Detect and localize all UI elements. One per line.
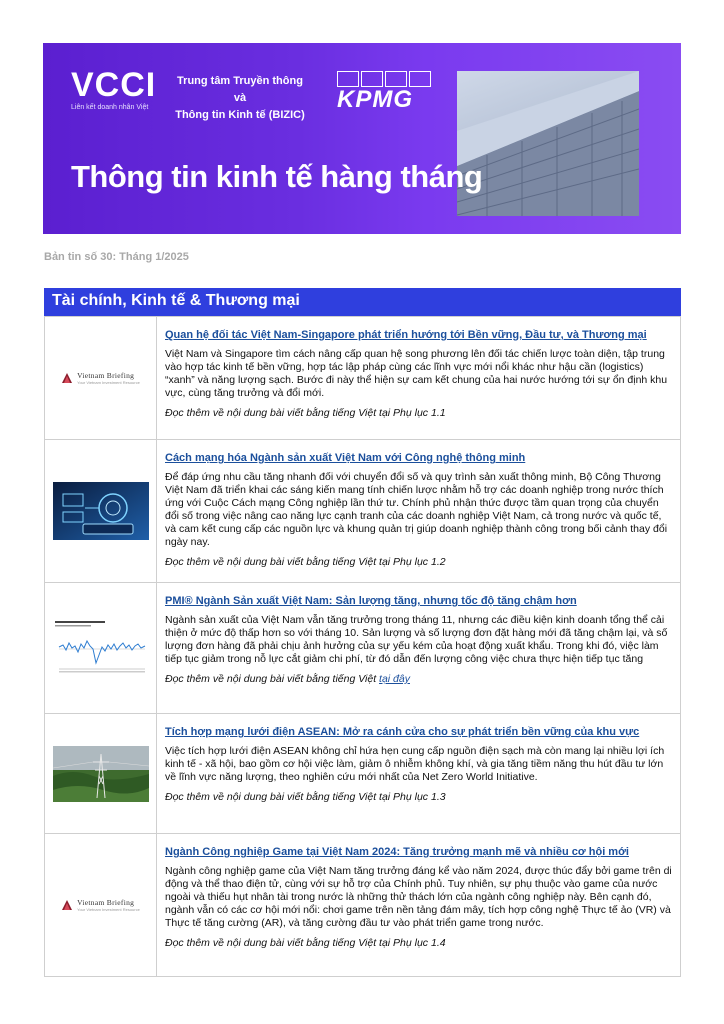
read-more: Đọc thêm về nội dung bài viết bằng tiếng Việt tại Phụ lục 1.3 (165, 791, 446, 803)
bizic-line-1: Trung tâm Truyền thông và (177, 75, 303, 104)
article-table (44, 316, 681, 977)
issue-label: Bản tin số 30: Tháng 1/2025 (44, 251, 189, 263)
pmi-line-chart-image (53, 619, 149, 677)
power-grid-thumbnail (45, 714, 157, 833)
article-row (45, 316, 680, 439)
power-tower-image (53, 746, 149, 802)
read-more: Đọc thêm về nội dung bài viết bằng tiếng Việt tại đây (165, 673, 410, 685)
read-more: Đọc thêm về nội dung bài viết bằng tiếng Việt tại Phụ lục 1.1 (165, 407, 446, 419)
building-image (457, 71, 639, 216)
vietnam-briefing-icon (61, 372, 73, 384)
article-title-link[interactable]: Tích hợp mạng lưới điện ASEAN: Mở ra cánh cửa cho sự phát triển bền vững của khu vực (165, 726, 640, 738)
banner-title: Thông tin kinh tế hàng tháng (71, 159, 483, 194)
read-more: Đọc thêm về nội dung bài viết bằng tiếng Việt tại Phụ lục 1.4 (165, 937, 446, 949)
article-body: Việt Nam và Singapore tìm cách nâng cấp quan hệ song phương lên đối tác chiến lược toàn diện, tập trung vào hợp tác kinh tế bền vững, hợp tác lập pháp cùng các lĩnh vực mới nổi khác như hậu cần (logistics) “xanh” và năng lượng sạch. Bước đi này thể hiện sự cam kết chung của hai nước hướng tới sự ổn định khu vực, cùng tăng trưởng và đổi mới. (165, 348, 668, 399)
vcci-logo-text: VCCI (71, 66, 157, 104)
article-title-link[interactable]: Cách mạng hóa Ngành sản xuất Việt Nam với Công nghệ thông minh (165, 452, 526, 464)
vietnam-briefing-logo: Vietnam Briefing Your Vietnam Investment Resource (45, 317, 157, 439)
article-row (45, 713, 680, 833)
vcci-logo (71, 67, 156, 111)
article-row (45, 582, 680, 713)
read-more-link[interactable]: tại đây (379, 673, 410, 685)
kpmg-squares-icon (337, 71, 435, 87)
pmi-chart-thumbnail (45, 583, 157, 713)
bizic-label (175, 73, 305, 124)
article-body: Việc tích hợp lưới điện ASEAN không chỉ hứa hẹn cung cấp nguồn điện sạch mà còn mang lại nhiều lợi ích kinh tế - xã hội, bao gồm cơ hội việc làm, giảm ô nhiễm không khí, và gia tăng tiềm năng thu hút đầu tư lớn về lĩnh vực năng lượng, theo nghiên cứu mới nhất của Net Zero World Initiative. (165, 745, 665, 783)
article-title-link[interactable]: Quan hệ đối tác Việt Nam-Singapore phát triển hướng tới Bền vững, Đầu tư, và Thương mại (165, 329, 647, 341)
article-body: Ngành sản xuất của Việt Nam vẫn tăng trưởng trong tháng 11, nhưng các điều kiện kinh doanh tổng thể cải thiện ở mức độ thấp hơn so với tháng 10. Sản lượng và số lượng đơn đặt hàng mới đã tăng chậm lại, và số lượng đơn hàng đã phải chịu ảnh hưởng của sự yếu kém của hoạt động xuất khẩu. Trong khi đó, việc làm tiếp tục giảm trong nỗ lực cắt giảm chi phí, từ đó dẫn đến lượng công việc chưa thực hiện tiếp tục tăng (165, 614, 668, 665)
section-title: Tài chính, Kinh tế & Thương mại (44, 288, 681, 316)
article-row (45, 439, 680, 582)
vietnam-briefing-logo: Vietnam Briefing Your Vietnam Investment Resource (45, 834, 157, 976)
bizic-line-2: Thông tin Kinh tế (BIZIC) (175, 109, 305, 121)
article-title-link[interactable]: PMI® Ngành Sản xuất Việt Nam: Sản lượng tăng, nhưng tốc độ tăng chậm hơn (165, 595, 577, 607)
vcci-tagline: Liên kết doanh nhân Việt (71, 104, 149, 111)
smart-manufacturing-thumbnail (45, 440, 157, 582)
article-body: Ngành công nghiệp game của Việt Nam tăng trưởng đáng kể vào năm 2024, được thúc đẩy bởi game trên di động và thể thao điện tử, cùng với sự hỗ trợ của Chính phủ. Tuy nhiên, sự phụ thuộc vào game của nước ngoài và thiếu hụt nhân tài trong nước là những thử thách lớn của ngành công nghiệp này. Bên cạnh đó, ngành vẫn có các cơ hội mới nổi: chơi game trên nền tảng đám mây, tích hợp công nghệ Thực tế ảo (VR) và Thực tế tăng cường (AR), và tăng cường đầu tư vào phát triển game trong nước. (165, 865, 672, 929)
article-row (45, 833, 680, 976)
vietnam-briefing-icon (61, 899, 73, 911)
article-title-link[interactable]: Ngành Công nghiệp Game tại Việt Nam 2024: Tăng trưởng mạnh mẽ và nhiều cơ hội mới (165, 846, 629, 858)
read-more: Đọc thêm về nội dung bài viết bằng tiếng Việt tại Phụ lục 1.2 (165, 556, 446, 568)
article-body: Để đáp ứng nhu cầu tăng nhanh đối với chuyển đổi số và quy trình sản xuất thông minh, Bộ Công Thương Việt Nam đã triển khai các sáng kiến mang tính chiến lược nhằm hỗ trợ các doanh nghiệp trong nước thích ứng với Cuộc Cách mạng Công nghiệp lần thứ tư. Chính phủ nhận thức được tầm quan trọng của chuyển đổi số trong việc nâng cao năng lực cạnh tranh của các doanh nghiệp Việt Nam, cả trong nước và quốc tế, và cam kết cung cấp các nguồn lực và khung quản trị giúp doanh nghiệp thành công trong bối cảnh thay đổi ngày nay. (165, 471, 668, 548)
technology-image (53, 482, 149, 540)
header-banner (43, 43, 681, 234)
kpmg-logo-text: KPMG (337, 86, 413, 113)
kpmg-logo (337, 71, 435, 115)
